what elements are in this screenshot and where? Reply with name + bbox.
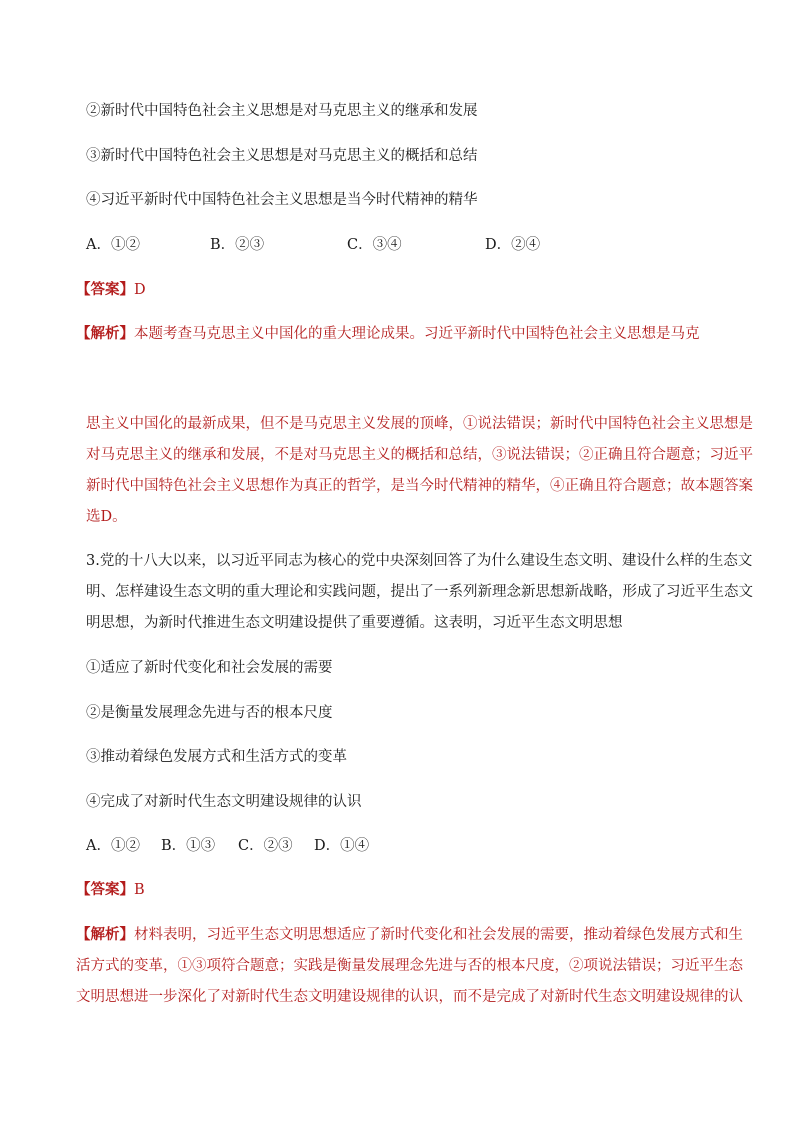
q3-choice-c: C．②③ — [238, 838, 293, 854]
q2-analysis-line-4: 选D。 — [86, 509, 127, 525]
q2-choice-a: A．①② — [86, 237, 140, 253]
q2-analysis-first-line: 本题考查马克思主义中国化的重大理论成果。习近平新时代中国特色社会主义思想是马克 — [134, 326, 700, 342]
q3-statement-3: ③推动着绿色发展方式和生活方式的变革 — [86, 749, 347, 765]
q3-choice-a: A．①② — [86, 838, 140, 854]
q3-stem-line-2: 明、怎样建设生态文明的重大理论和实践问题，提出了一系列新理念新思想新战略，形成了习近平生态文 — [86, 584, 753, 600]
q3-answer-value: B — [134, 882, 145, 898]
q2-analysis-first — [76, 324, 700, 344]
q2-choice-b: B．②③ — [210, 237, 265, 253]
q3-analysis-line-1: 材料表明，习近平生态文明思想适应了新时代变化和社会发展的需要，推动着绿色发展方式和生 — [134, 927, 743, 943]
q3-analysis-line-2: 活方式的变革，①③项符合题意；实践是衡量发展理念先进与否的根本尺度，②项说法错误；习近平生态 — [76, 958, 743, 974]
q2-analysis-line-1: 思主义中国化的最新成果，但不是马克思主义发展的顶峰，①说法错误；新时代中国特色社会主义思想是 — [86, 416, 753, 432]
q3-stem-line-3: 明思想，为新时代推进生态文明建设提供了重要遵循。这表明，习近平生态文明思想 — [86, 615, 623, 631]
q2-answer-value: D — [134, 282, 146, 298]
q2-answer-tag: 【答案】 — [76, 281, 134, 298]
q2-statement-3: ③新时代中国特色社会主义思想是对马克思主义的概括和总结 — [86, 148, 478, 164]
q3-analysis-line-3: 文明思想进一步深化了对新时代生态文明建设规律的认识，而不是完成了对新时代生态文明建设规律的认 — [76, 989, 743, 1005]
q2-choice-d: D．②④ — [485, 237, 541, 253]
q2-analysis-line-2: 对马克思主义的继承和发展，不是对马克思主义的概括和总结，③说法错误；②正确且符合题意；习近平 — [86, 447, 753, 463]
q2-choice-c: C．③④ — [347, 237, 402, 253]
q2-statement-4: ④习近平新时代中国特色社会主义思想是当今时代精神的精华 — [86, 192, 478, 208]
q3-analysis-tag: 【解析】 — [76, 926, 134, 943]
q2-statement-2: ②新时代中国特色社会主义思想是对马克思主义的继承和发展 — [86, 103, 478, 119]
q3-answer-tag: 【答案】 — [76, 881, 134, 898]
q2-answer — [76, 280, 146, 300]
q3-stem-line-1: 3.党的十八大以来，以习近平同志为核心的党中央深刻回答了为什么建设生态文明、建设什么样的生态文 — [86, 553, 753, 569]
q3-statement-2: ②是衡量发展理念先进与否的根本尺度 — [86, 705, 333, 721]
q3-statement-4: ④完成了对新时代生态文明建设规律的认识 — [86, 794, 362, 810]
q3-choice-b: B．①③ — [161, 838, 216, 854]
q3-answer — [76, 880, 145, 900]
q3-choice-d: D．①④ — [314, 838, 370, 854]
q3-statement-1: ①适应了新时代变化和社会发展的需要 — [86, 660, 333, 676]
q2-analysis-tag: 【解析】 — [76, 325, 134, 342]
q3-analysis-first — [76, 925, 743, 945]
q2-analysis-line-3: 新时代中国特色社会主义思想作为真正的哲学，是当今时代精神的精华，④正确且符合题意；故本题答案 — [86, 478, 753, 494]
